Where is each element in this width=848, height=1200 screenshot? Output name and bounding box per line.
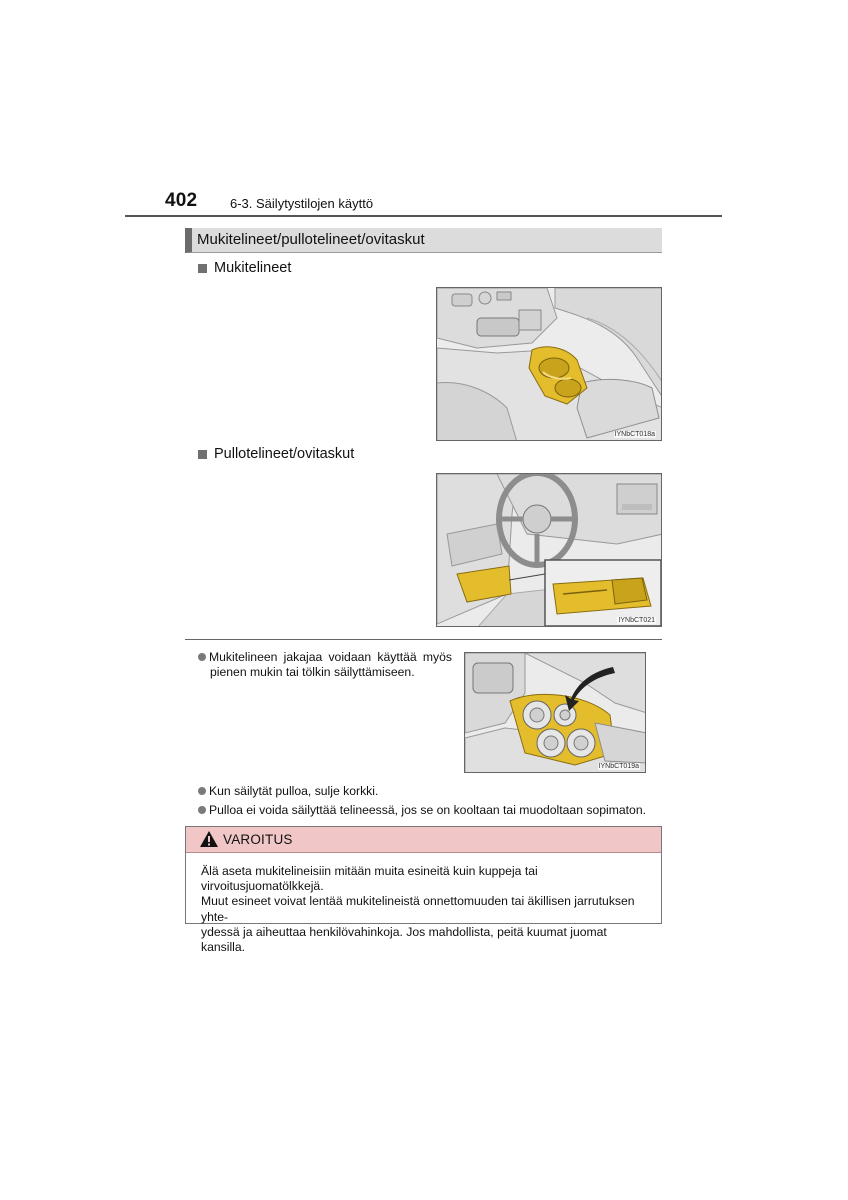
subsection-heading-cup-holders: [198, 260, 291, 276]
warning-line: Älä aseta mukitelineisiin mitään muita esineitä kuin kuppeja tai virvoitusjuomatölkkejä.: [201, 864, 538, 894]
figure-code: IYNbCT018a: [614, 431, 655, 438]
bullet-dot-icon: [198, 653, 206, 661]
warning-text: [201, 864, 649, 955]
note-line-1: Mukitelineen jakajaa voidaan käyttää myös: [209, 650, 452, 664]
subsection-heading-label: Pullotelineet/ovitaskut: [214, 446, 355, 462]
note-bullet-bottle-size: [198, 803, 646, 818]
bullet-dot-icon: [198, 787, 206, 795]
bullet-dot-icon: [198, 806, 206, 814]
note-text: Pulloa ei voida säilyttää telineessä, jos se on kooltaan tai muodoltaan sopimaton.: [209, 803, 646, 817]
cup-holder-illustration: [437, 288, 662, 441]
square-bullet-icon: [198, 264, 207, 273]
square-bullet-icon: [198, 450, 207, 459]
note-line-2: pienen mukin tai tölkin säilyttämiseen.: [210, 665, 415, 679]
notes-divider: [185, 639, 662, 640]
cup-holder-figure: [436, 287, 662, 441]
warning-title: VAROITUS: [223, 832, 293, 847]
note-bullet-close-cap: [198, 784, 378, 799]
note-text: Kun säilytät pulloa, sulje korkki.: [209, 784, 379, 798]
note-bullet-divider: [198, 650, 452, 680]
warning-line: ydessä ja aiheuttaa henkilövahinkoja. Jos mahdollista, peitä kuumat juomat kansilla.: [201, 924, 607, 955]
figure-code: IYNbCT021: [618, 617, 655, 624]
cup-divider-figure: [464, 652, 646, 773]
cup-divider-illustration: [465, 653, 646, 773]
subsection-heading-label: Mukitelineet: [214, 260, 292, 276]
running-header: 6-3. Säilytystilojen käyttö: [230, 196, 374, 211]
warning-line: Muut esineet voivat lentää mukitelineistä onnettomuuden tai äkillisen jarrutuksen yhte-: [201, 894, 635, 924]
section-title: Mukitelineet/pullotelineet/ovitaskut: [197, 231, 425, 248]
warning-triangle-icon: [199, 830, 219, 848]
door-pocket-illustration: [437, 474, 662, 627]
header-rule: [125, 215, 722, 217]
page-number: 402: [165, 190, 198, 211]
bottle-holder-figure: [436, 473, 662, 627]
figure-code: IYNbCT019a: [598, 763, 639, 770]
subsection-heading-bottle-holders: [198, 446, 354, 462]
